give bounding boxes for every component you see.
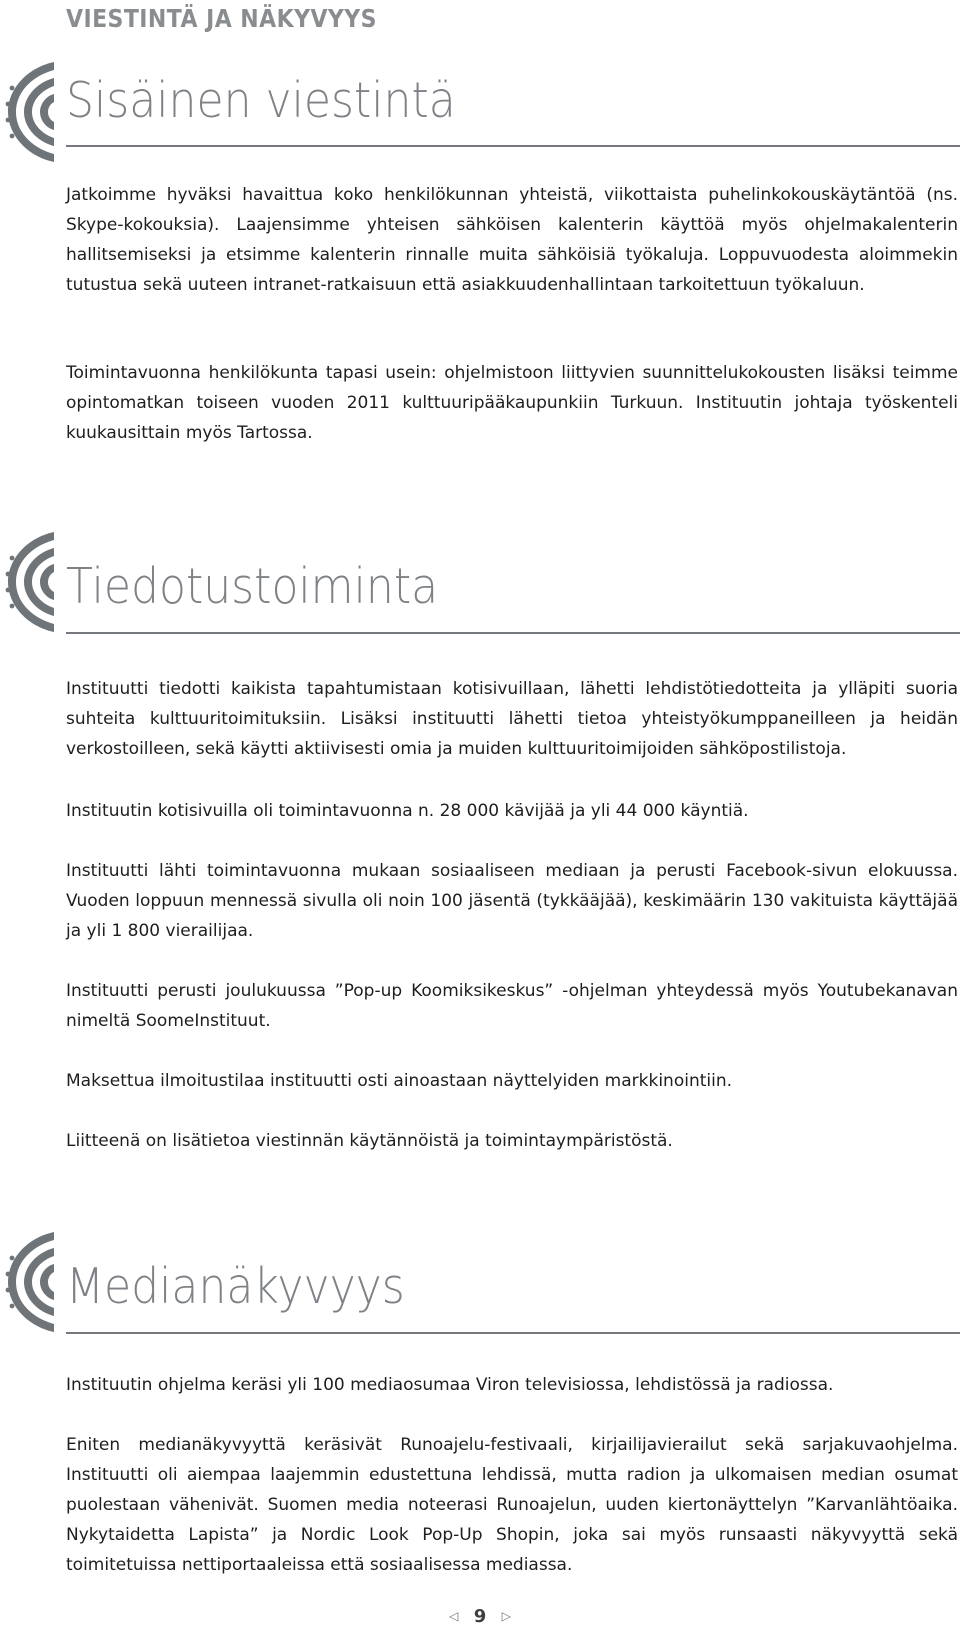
paragraph: Jatkoimme hyväksi havaittua koko henkilökunnan yhteistä, viikottaista puhelinkokouskäytäntöä (ns. Skype-kokouksia). Laajensimme yhteisen sähköisen kalenterin käyttöä myös ohjelmakalenterin hallitsemiseksi ja etsimme kalenterin rinnalle muita sähköisiä työkaluja. Loppuvuodesta aloimmekin tutustua sekä uuteen intranet-ratkaisuun että asiakkuudenhallintaan tarkoitettuun työkaluun. xyxy=(66,185,958,295)
paragraph: Toimintavuonna henkilökunta tapasi usein: ohjelmistoon liittyvien suunnittelukokousten lisäksi teimme opintomatkan toiseen vuoden 2011 kulttuuripääkaupunkiin Turkuun. Instituutin johtaja työskenteli kuukausittain myös Tartossa. xyxy=(66,363,958,443)
paragraph: Maksettua ilmoitustilaa instituutti osti ainoastaan näyttelyiden markkinointiin. xyxy=(66,1071,733,1091)
ornament-icon xyxy=(4,530,56,634)
section-rule xyxy=(66,1332,960,1334)
section-rule xyxy=(66,632,960,634)
section-rule xyxy=(66,145,960,147)
ornament-icon xyxy=(4,60,56,164)
page-header-title: VIESTINTÄ JA NÄKYVYYS xyxy=(66,4,377,33)
page-number: 9 xyxy=(473,1606,487,1627)
paragraph: Instituutti lähti toimintavuonna mukaan sosiaaliseen mediaan ja perusti Facebook-sivun elokuussa. Vuoden loppuun mennessä sivulla oli noin 100 jäsentä (tykkääjää), keskimäärin 130 vakituista käyttäjää ja yli 1 800 vierailijaa. xyxy=(66,861,958,941)
paragraph: Instituutin kotisivuilla oli toimintavuonna n. 28 000 kävijää ja yli 44 000 käyntiä. xyxy=(66,801,749,821)
paragraph: Instituutin ohjelma keräsi yli 100 mediaosumaa Viron televisiossa, lehdistössä ja radiossa. xyxy=(66,1375,834,1395)
next-page-icon[interactable]: ▷ xyxy=(501,1609,511,1623)
paragraph: Liitteenä on lisätietoa viestinnän käytännöistä ja toimintaympäristöstä. xyxy=(66,1131,673,1151)
paragraph: Instituutti perusti joulukuussa ”Pop-up Koomiksikeskus” -ohjelman yhteydessä myös Youtubekanavan nimeltä SoomeInstituut. xyxy=(66,981,958,1031)
ornament-icon xyxy=(4,1230,56,1334)
section-heading: Medianäkyvyys xyxy=(66,1258,405,1315)
section-heading: Sisäinen viestintä xyxy=(66,72,456,129)
previous-page-icon[interactable]: ◁ xyxy=(449,1609,459,1623)
paragraph: Eniten medianäkyvyyttä keräsivät Runoajelu-festivaali, kirjailijavierailut sekä sarjakuvaohjelma. Instituutti oli aiempaa laajemmin edustettuna lehdissä, mutta radion ja ulkomaisen median osumat puolestaan vähenivät. Suomen media noteerasi Runoajelun, uuden kiertonäyttelyn ”Karvanlähtöaika. Nykytaidetta Lapista” ja Nordic Look Pop-Up Shopin, joka sai myös runsaasti näkyvyyttä sekä toimitetuissa nettiportaaleissa että sosiaalisessa mediassa. xyxy=(66,1435,958,1575)
section-heading: Tiedotustoiminta xyxy=(66,558,439,615)
page-footer xyxy=(0,1606,960,1627)
paragraph: Instituutti tiedotti kaikista tapahtumistaan kotisivuillaan, lähetti lehdistötiedotteita ja ylläpiti suoria suhteita kulttuuritoimituksiin. Lisäksi instituutti lähetti tietoa yhteistyökumppaneilleen ja heidän verkostoilleen, sekä käytti aktiivisesti omia ja muiden kulttuuritoimijoiden sähköpostilistoja. xyxy=(66,679,958,759)
